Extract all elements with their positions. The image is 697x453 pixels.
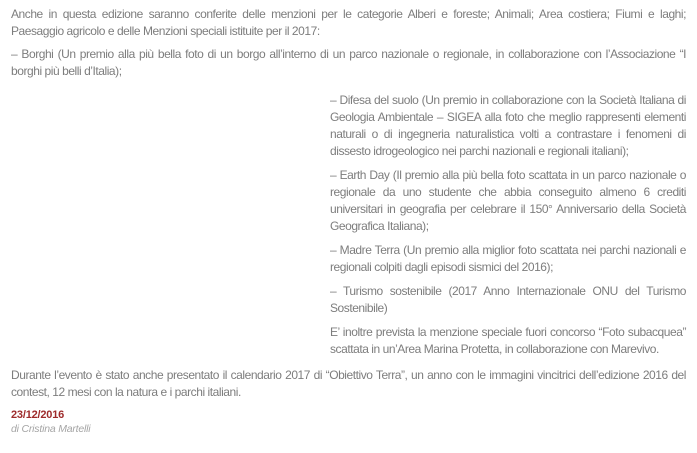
closing-paragraph: Durante l’evento è stato anche presentato il calendario 2017 di “Obiettivo Terra”, un anno con le immagini vincitrici dell’edizione 2016 del contest, 12 mesi con la natura e i parchi italiani.: [11, 368, 686, 399]
mention-turismo-sostenibile-paragraph: – Turismo sostenibile (2017 Anno Internazionale ONU del Turismo Sostenibile): [330, 284, 686, 315]
mention-madre-terra-paragraph: – Madre Terra (Un premio alla miglior foto scattata nei parchi nazionali e regionali colpiti dagli episodi sismici del 2016);: [330, 243, 686, 274]
publish-date: 23/12/2016: [11, 409, 65, 421]
mention-difesa-del-suolo-paragraph: – Difesa del suolo (Un premio in collaborazione con la Società Italiana di Geologia Ambientale – SIGEA alla foto che meglio rappresenti elementi naturali o di ingegneria naturalistica volti a contrastare i fenomeni di dissesto idrogeologico nei parchi nazionali e regionali italiani);: [330, 93, 686, 158]
special-mentions-block: [330, 92, 686, 358]
intro-paragraph: Anche in questa edizione saranno conferite delle menzioni per le categorie Alberi e foreste; Animali; Area costiera; Fiumi e laghi; Paesaggio agricolo e delle Menzioni speciali istituite per il 2017:: [11, 7, 686, 38]
mention-earth-day-paragraph: – Earth Day (Il premio alla più bella foto scattata in un parco nazionale o regionale da uno studente che abbia conseguito almeno 6 crediti universitari in geografia per celebrare il 150° Anniversario della Società Geografica Italiana);: [330, 168, 686, 233]
mention-borghi-paragraph: – Borghi (Un premio alla più bella foto di un borgo all’interno di un parco nazionale o regionale, in collaborazione con l’Associazione “I borghi più belli d’Italia);: [11, 47, 686, 78]
special-mention-foto-subacquea-paragraph: E’ inoltre prevista la menzione speciale fuori concorso “Foto subacquea” scattata in un’Area Marina Protetta, in collaborazione con Marevivo.: [330, 325, 686, 356]
author-byline: di Cristina Martelli: [11, 423, 91, 435]
